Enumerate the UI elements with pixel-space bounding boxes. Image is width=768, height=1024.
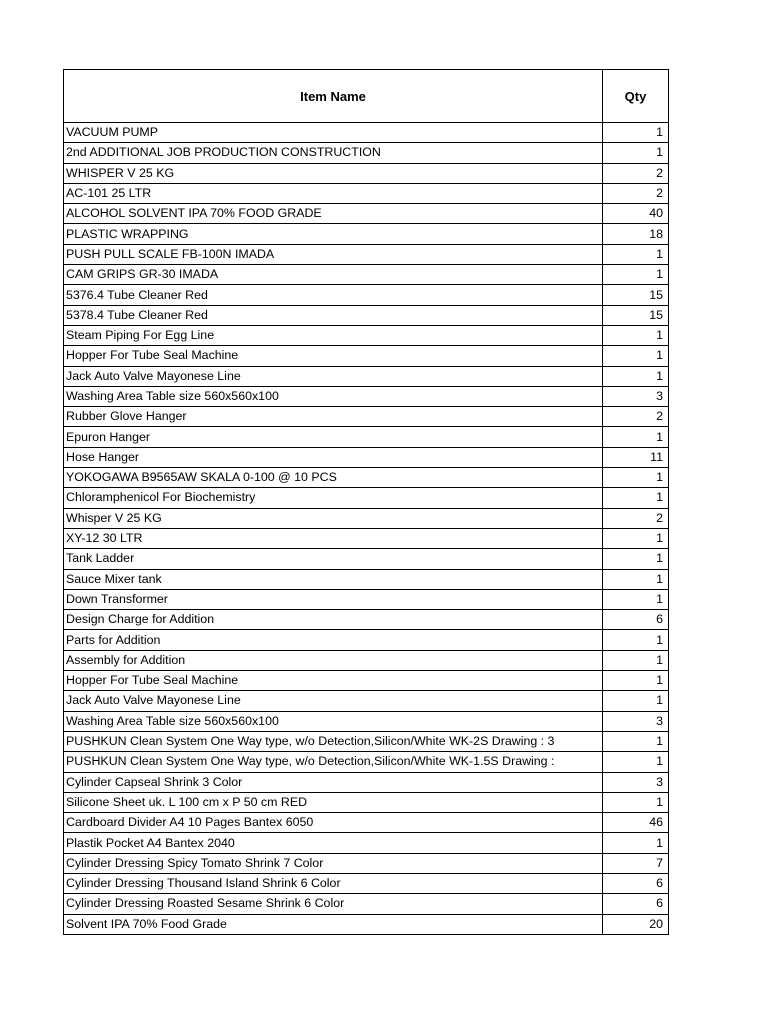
header-item-name: Item Name <box>64 70 603 123</box>
qty-cell: 3 <box>603 386 669 406</box>
qty-cell: 6 <box>603 610 669 630</box>
table-row <box>64 650 669 670</box>
item-name-cell: Washing Area Table size 560x560x100 <box>64 386 603 406</box>
item-name-cell: Steam Piping For Egg Line <box>64 325 603 345</box>
item-name-cell: Hopper For Tube Seal Machine <box>64 346 603 366</box>
item-name-cell: PLASTIC WRAPPING <box>64 224 603 244</box>
qty-cell: 15 <box>603 305 669 325</box>
item-name-cell: Assembly for Addition <box>64 650 603 670</box>
qty-cell: 1 <box>603 752 669 772</box>
table-row <box>64 569 669 589</box>
qty-cell: 15 <box>603 285 669 305</box>
qty-cell: 1 <box>603 691 669 711</box>
item-name-cell: Cylinder Capseal Shrink 3 Color <box>64 772 603 792</box>
item-name-cell: Hopper For Tube Seal Machine <box>64 671 603 691</box>
table-row <box>64 285 669 305</box>
qty-cell: 1 <box>603 671 669 691</box>
item-name-cell: Cylinder Dressing Roasted Sesame Shrink 6 Color <box>64 894 603 914</box>
qty-cell: 3 <box>603 711 669 731</box>
table-row <box>64 386 669 406</box>
qty-cell: 1 <box>603 650 669 670</box>
table-row <box>64 183 669 203</box>
table-row <box>64 528 669 548</box>
table-row <box>64 305 669 325</box>
table-row <box>64 244 669 264</box>
table-row <box>64 224 669 244</box>
table-row <box>64 123 669 143</box>
table-row <box>64 366 669 386</box>
item-name-cell: Design Charge for Addition <box>64 610 603 630</box>
item-name-cell: Solvent IPA 70% Food Grade <box>64 914 603 934</box>
table-row <box>64 163 669 183</box>
header-row <box>64 70 669 123</box>
qty-cell: 1 <box>603 468 669 488</box>
qty-cell: 1 <box>603 325 669 345</box>
qty-cell: 1 <box>603 143 669 163</box>
table-row <box>64 407 669 427</box>
item-name-cell: PUSHKUN Clean System One Way type, w/o Detection,Silicon/White WK-2S Drawing : 3 <box>64 731 603 751</box>
qty-cell: 2 <box>603 183 669 203</box>
item-name-cell: Hose Hanger <box>64 447 603 467</box>
table-row <box>64 427 669 447</box>
qty-cell: 6 <box>603 894 669 914</box>
item-name-cell: 5376.4 Tube Cleaner Red <box>64 285 603 305</box>
item-name-cell: Sauce Mixer tank <box>64 569 603 589</box>
table-row <box>64 813 669 833</box>
qty-cell: 1 <box>603 366 669 386</box>
items-table <box>63 69 669 935</box>
item-name-cell: CAM GRIPS GR-30 IMADA <box>64 265 603 285</box>
table-row <box>64 265 669 285</box>
table-row <box>64 752 669 772</box>
qty-cell: 2 <box>603 508 669 528</box>
item-name-cell: Jack Auto Valve Mayonese Line <box>64 691 603 711</box>
qty-cell: 1 <box>603 244 669 264</box>
item-sheet <box>63 69 668 935</box>
item-name-cell: Jack Auto Valve Mayonese Line <box>64 366 603 386</box>
item-name-cell: AC-101 25 LTR <box>64 183 603 203</box>
qty-cell: 7 <box>603 853 669 873</box>
qty-cell: 20 <box>603 914 669 934</box>
table-row <box>64 873 669 893</box>
item-name-cell: Epuron Hanger <box>64 427 603 447</box>
table-row <box>64 894 669 914</box>
qty-cell: 1 <box>603 833 669 853</box>
item-name-cell: ALCOHOL SOLVENT IPA 70% FOOD GRADE <box>64 204 603 224</box>
table-row <box>64 792 669 812</box>
table-row <box>64 204 669 224</box>
qty-cell: 1 <box>603 731 669 751</box>
table-row <box>64 833 669 853</box>
item-name-cell: Cardboard Divider A4 10 Pages Bantex 6050 <box>64 813 603 833</box>
item-name-cell: Silicone Sheet uk. L 100 cm x P 50 cm RED <box>64 792 603 812</box>
header-qty: Qty <box>603 70 669 123</box>
table-body <box>64 123 669 935</box>
qty-cell: 1 <box>603 488 669 508</box>
table-row <box>64 610 669 630</box>
item-name-cell: YOKOGAWA B9565AW SKALA 0-100 @ 10 PCS <box>64 468 603 488</box>
item-name-cell: 5378.4 Tube Cleaner Red <box>64 305 603 325</box>
item-name-cell: Tank Ladder <box>64 549 603 569</box>
item-name-cell: Washing Area Table size 560x560x100 <box>64 711 603 731</box>
table-row <box>64 914 669 934</box>
qty-cell: 1 <box>603 346 669 366</box>
table-row <box>64 346 669 366</box>
qty-cell: 1 <box>603 589 669 609</box>
table-row <box>64 468 669 488</box>
qty-cell: 1 <box>603 265 669 285</box>
qty-cell: 1 <box>603 528 669 548</box>
item-name-cell: Parts for Addition <box>64 630 603 650</box>
table-row <box>64 772 669 792</box>
item-name-cell: Rubber Glove Hanger <box>64 407 603 427</box>
qty-cell: 1 <box>603 427 669 447</box>
table-row <box>64 589 669 609</box>
qty-cell: 1 <box>603 549 669 569</box>
qty-cell: 40 <box>603 204 669 224</box>
table-row <box>64 671 669 691</box>
item-name-cell: 2nd ADDITIONAL JOB PRODUCTION CONSTRUCTION <box>64 143 603 163</box>
qty-cell: 1 <box>603 792 669 812</box>
table-row <box>64 853 669 873</box>
item-name-cell: Down Transformer <box>64 589 603 609</box>
qty-cell: 3 <box>603 772 669 792</box>
table-row <box>64 549 669 569</box>
qty-cell: 1 <box>603 630 669 650</box>
table-header <box>64 70 669 123</box>
qty-cell: 1 <box>603 569 669 589</box>
item-name-cell: XY-12 30 LTR <box>64 528 603 548</box>
table-row <box>64 630 669 650</box>
item-name-cell: PUSHKUN Clean System One Way type, w/o Detection,Silicon/White WK-1.5S Drawing : <box>64 752 603 772</box>
table-row <box>64 447 669 467</box>
table-row <box>64 488 669 508</box>
item-name-cell: Chloramphenicol For Biochemistry <box>64 488 603 508</box>
item-name-cell: Cylinder Dressing Thousand Island Shrink 6 Color <box>64 873 603 893</box>
qty-cell: 6 <box>603 873 669 893</box>
table-row <box>64 731 669 751</box>
qty-cell: 2 <box>603 163 669 183</box>
qty-cell: 2 <box>603 407 669 427</box>
table-row <box>64 508 669 528</box>
qty-cell: 18 <box>603 224 669 244</box>
item-name-cell: Plastik Pocket A4 Bantex 2040 <box>64 833 603 853</box>
table-row <box>64 691 669 711</box>
qty-cell: 1 <box>603 123 669 143</box>
item-name-cell: Whisper V 25 KG <box>64 508 603 528</box>
item-name-cell: VACUUM PUMP <box>64 123 603 143</box>
table-row <box>64 143 669 163</box>
table-row <box>64 325 669 345</box>
qty-cell: 46 <box>603 813 669 833</box>
item-name-cell: Cylinder Dressing Spicy Tomato Shrink 7 Color <box>64 853 603 873</box>
table-row <box>64 711 669 731</box>
item-name-cell: PUSH PULL SCALE FB-100N IMADA <box>64 244 603 264</box>
qty-cell: 11 <box>603 447 669 467</box>
item-name-cell: WHISPER V 25 KG <box>64 163 603 183</box>
